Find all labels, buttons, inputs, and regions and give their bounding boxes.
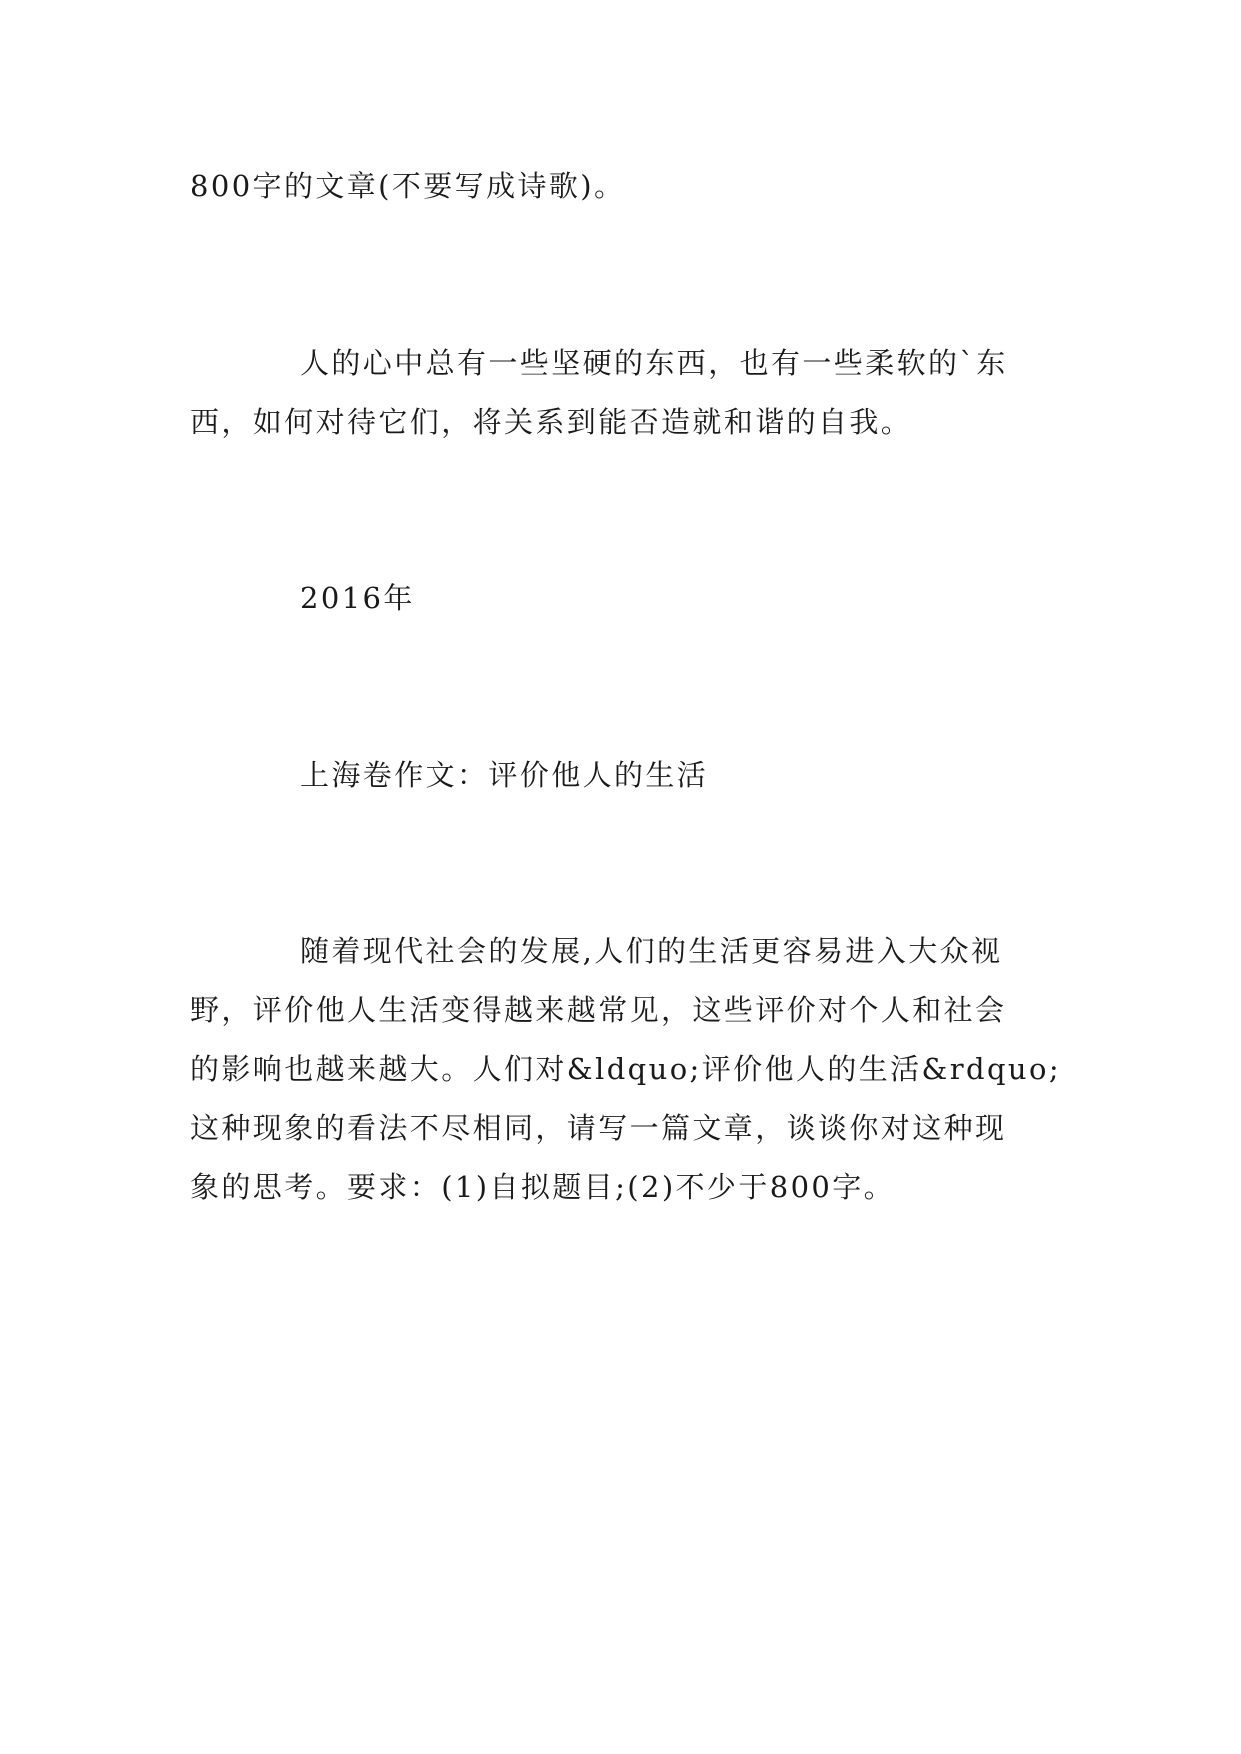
year-heading: 2016年 [300,581,415,615]
paragraph-line: 象的思考。要求：(1)自拟题目;(2)不少于800字。 [190,1170,896,1204]
paragraph-line: 800字的文章(不要写成诗歌)。 [190,169,626,203]
essay-title: 上海卷作文：评价他人的生活 [300,758,709,792]
paragraph-line: 西，如何对待它们，将关系到能否造就和谐的自我。 [190,405,913,439]
paragraph-line: 随着现代社会的发展,人们的生活更容易进入大众视 [300,934,1003,968]
paragraph-line: 野，评价他人生活变得越来越常见，这些评价对个人和社会 [190,993,1007,1027]
paragraph-line: 的影响也越来越大。人们对&ldquo;评价他人的生活&rdquo; [190,1052,1062,1086]
paragraph-line: 人的心中总有一些坚硬的东西，也有一些柔软的`东 [300,346,1008,380]
paragraph-line: 这种现象的看法不尽相同，请写一篇文章，谈谈你对这种现 [190,1111,1007,1145]
